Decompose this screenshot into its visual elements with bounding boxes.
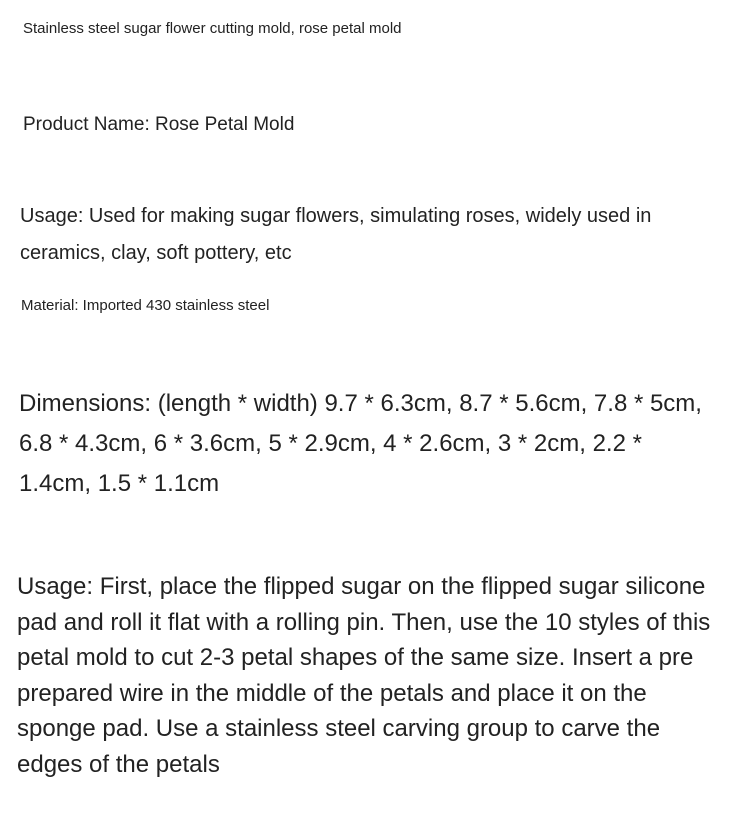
- usage-instructions-text: Usage: First, place the flipped sugar on the flipped sugar silicone pad and roll it flat with a rolling pin. Then, use the 10 styles of this petal mold to cut 2-3 petal shapes of the same size. Insert a pre prepared wire in the middle of the petals and place it on the sponge pad. Use a stainless steel carving group to carve the edges of the petals: [17, 573, 711, 778]
- product-name-text: Product Name: Rose Petal Mold: [23, 114, 295, 135]
- usage-summary-text: Usage: Used for making sugar flowers, simulating roses, widely used in ceramics, clay, soft pottery, etc: [20, 205, 652, 264]
- product-title: Stainless steel sugar flower cutting mold, rose petal mold: [23, 20, 402, 37]
- material-text: Material: Imported 430 stainless steel: [21, 297, 270, 314]
- dimensions-text: Dimensions: (length * width) 9.7 * 6.3cm, 8.7 * 5.6cm, 7.8 * 5cm, 6.8 * 4.3cm, 6 * 3.6cm, 5 * 2.9cm, 4 * 2.6cm, 3 * 2cm, 2.2 * 1.4cm, 1.5 * 1.1cm: [19, 390, 702, 497]
